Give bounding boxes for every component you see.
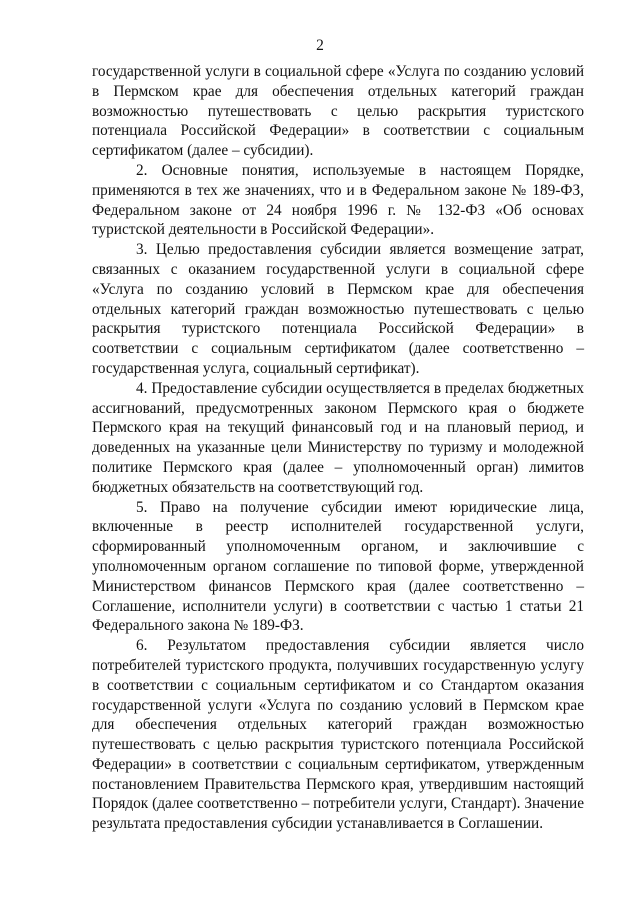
paragraph-5-eligibility: 5. Право на получение субсидии имеют юридические лица, включенные в реестр исполнителей государственной услуги, сформированный уполномоченным органом, и заключившие с уполномоченным органом соглашение по типовой форме, утвержденной Министерством финансов Пермского края (далее соответственно – Соглашение, исполнители услуги) в соответствии с частью 1 статьи 21 Федерального закона № 189-ФЗ. <box>92 498 584 635</box>
page-number: 2 <box>316 37 324 54</box>
paragraph-4-budget: 4. Предоставление субсидии осуществляется в пределах бюджетных ассигнований, предусмотренных законом Пермского края о бюджете Пермского края на текущий финансовый год и на плановый период, и доведенных на указанные цели Министерству по туризму и молодежной политике Пермского края (далее – уполномоченный орган) лимитов бюджетных обязательств на соответствующий год. <box>92 379 584 496</box>
document-body <box>92 62 584 834</box>
paragraph-3-purpose: 3. Целью предоставления субсидии является возмещение затрат, связанных с оказанием государственной услуги в социальной сфере «Услуга по созданию условий в Пермском крае для обеспечения отдельных категорий граждан возможностью путешествовать с целью раскрытия туристского потенциала Российской Федерации» в соответствии с социальным сертификатом (далее соответственно – государственная услуга, социальный сертификат). <box>92 241 584 377</box>
paragraph-2-definitions: 2. Основные понятия, используемые в настоящем Порядке, применяются в тех же значениях, что и в Федеральном законе № 189-ФЗ, Федеральном законе от 24 ноября 1996 г. № 132-ФЗ «Об основах туристской деятельности в Российской Федерации». <box>92 161 584 239</box>
paragraph-continuation: государственной услуги в социальной сфере «Услуга по созданию условий в Пермском крае для обеспечения отдельных категорий граждан возможностью путешествовать с целью раскрытия туристского потенциала Российской Федерации» в соответствии с социальным сертификатом (далее – субсидии). <box>92 63 584 160</box>
paragraph-6-result: 6. Результатом предоставления субсидии является число потребителей туристского продукта, получивших государственную услугу в соответствии с социальным сертификатом и со Стандартом оказания государственной услуги «Услуга по созданию условий в Пермском крае для обеспечения отдельных категорий граждан возможностью путешествовать с целью раскрытия туристского потенциала Российской Федерации» в соответствии с социальным сертификатом, утвержденным постановлением Правительства Пермского края, утвердившим настоящий Порядок (далее соответственно – потребители услуги, Стандарт). Значение результата предоставления субсидии устанавливается в Соглашении. <box>92 637 584 833</box>
